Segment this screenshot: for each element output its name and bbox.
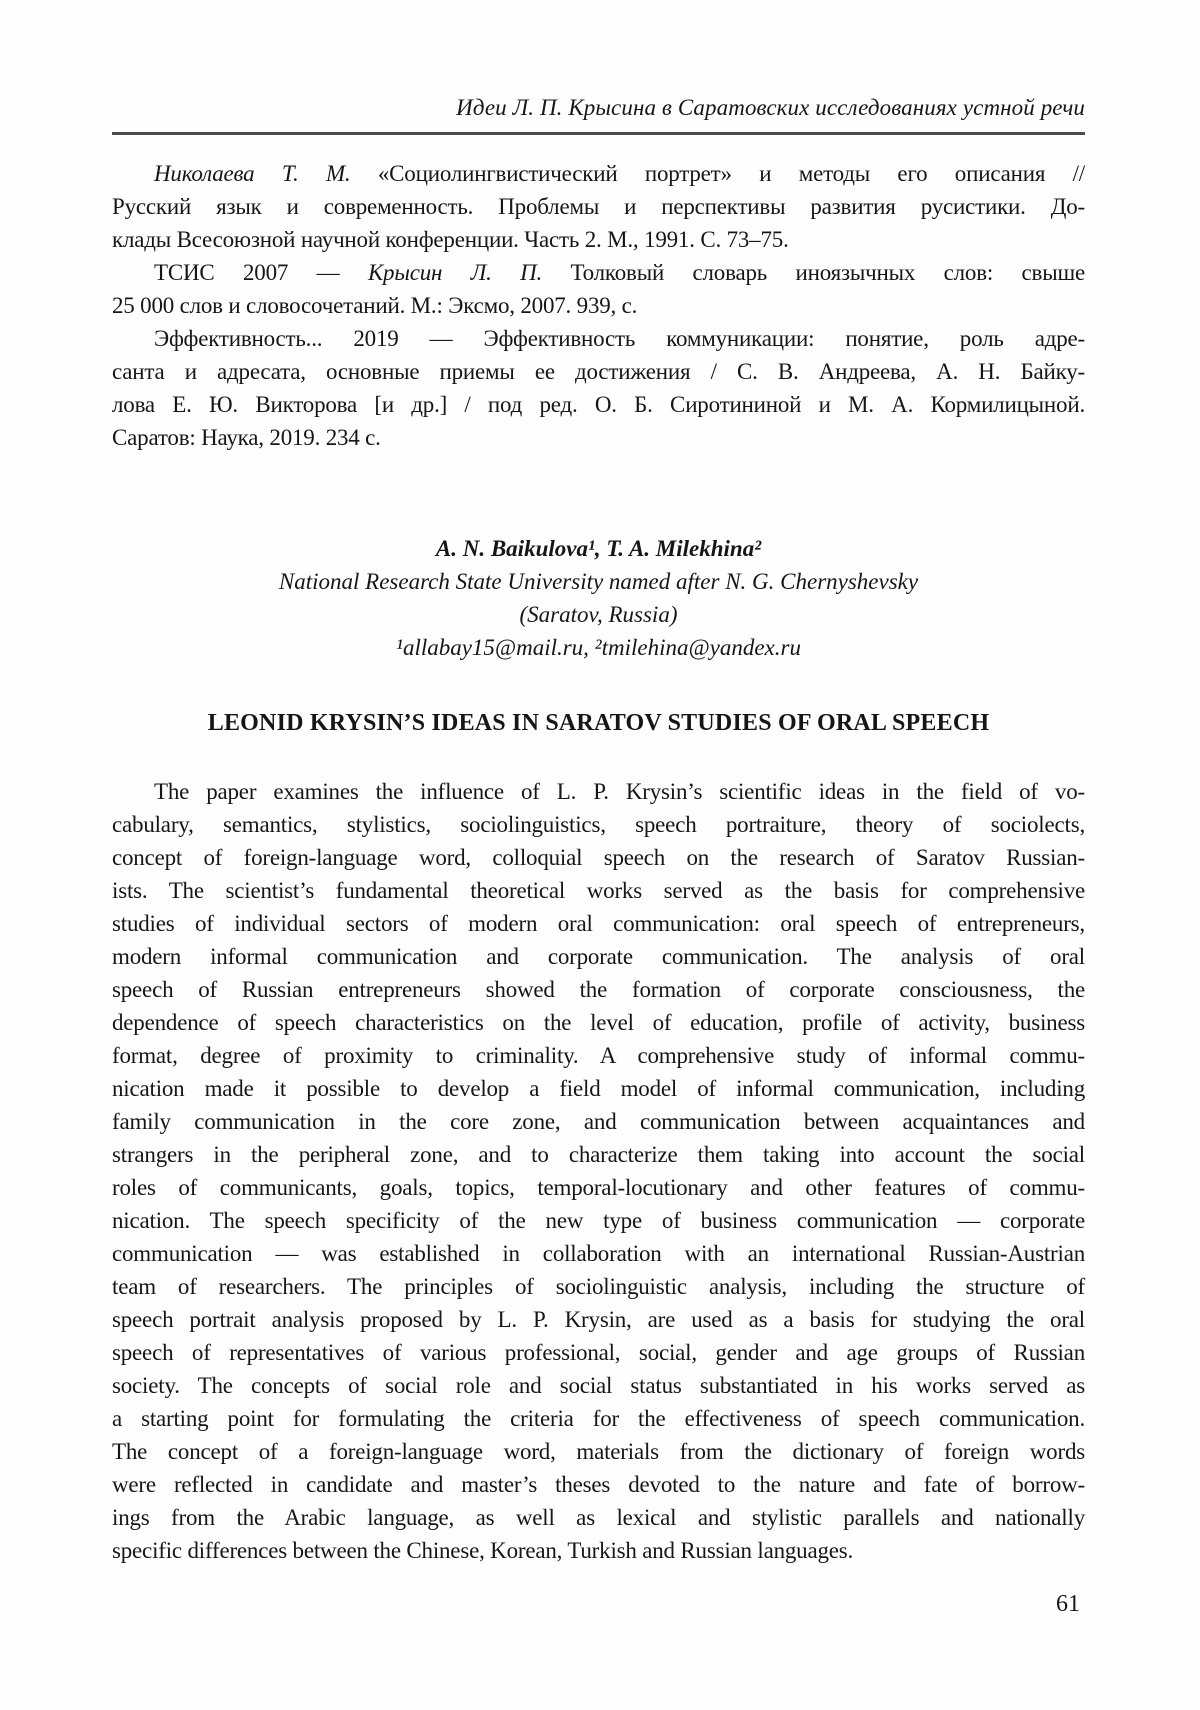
text-line: Русский язык и современность. Проблемы и перспективы развития русистики. До-	[112, 194, 1085, 219]
paragraph	[112, 322, 1085, 454]
text-segment: Крысин Л. П.	[367, 260, 543, 285]
text-segment: Толковый словарь иноязычных слов: свыше	[542, 260, 1085, 285]
text-segment: «Социолингвистический портрет» и методы его описания //	[350, 161, 1085, 186]
author-affiliation: National Research State University named after N. G. Chernyshevsky	[278, 569, 919, 594]
text-line: modern informal communication and corporate communication. The analysis of oral	[112, 944, 1085, 969]
text-line: Саратов: Наука, 2019. 234 с.	[112, 425, 381, 450]
running-header-title: Идеи Л. П. Крысина в Саратовских исследованиях устной речи	[456, 95, 1085, 120]
references-section	[112, 157, 1085, 454]
text-line: speech portrait analysis proposed by L. P. Krysin, are used as a basis for studying the oral	[112, 1307, 1085, 1332]
paragraph	[112, 775, 1085, 1567]
text-line: 25 000 слов и словосочетаний. М.: Эксмо, 2007. 939, с.	[112, 293, 638, 318]
text-line: лова Е. Ю. Викторова [и др.] / под ред. О. Б. Сиротининой и М. А. Кормилицыной.	[112, 392, 1085, 417]
text-line: клады Всесоюзной научной конференции. Часть 2. М., 1991. С. 73–75.	[112, 227, 789, 252]
text-line: ists. The scientist’s fundamental theoretical works served as the basis for comprehensive	[112, 878, 1085, 903]
text-line: nication. The speech specificity of the new type of business communication — corporate	[112, 1208, 1085, 1233]
text-line: strangers in the peripheral zone, and to characterize them taking into account the social	[112, 1142, 1085, 1167]
article-title: LEONID KRYSIN’S IDEAS IN SARATOV STUDIES OF ORAL SPEECH	[207, 710, 990, 736]
text-line: cabulary, semantics, stylistics, sociolinguistics, speech portraiture, theory of sociolects,	[112, 812, 1085, 837]
author-names: A. N. Baikulova¹, T. A. Milekhina²	[435, 536, 762, 561]
text-line: dependence of speech characteristics on the level of education, profile of activity, business	[112, 1010, 1085, 1035]
text-segment: Николаева Т. М.	[154, 161, 351, 186]
author-emails: ¹allabay15@mail.ru, ²tmilehina@yandex.ru	[396, 635, 801, 660]
text-line: speech of representatives of various professional, social, gender and age groups of Russian	[112, 1340, 1085, 1365]
text-line: family communication in the core zone, and communication between acquaintances and	[112, 1109, 1085, 1134]
page-number: 61	[1056, 1591, 1080, 1617]
text-line: санта и адресата, основные приемы ее достижения / С. В. Андреева, А. Н. Байку-	[112, 359, 1085, 384]
text-line: communication — was established in collaboration with an international Russian-Austrian	[112, 1241, 1085, 1266]
text-line	[112, 157, 1085, 190]
page-content	[112, 0, 1085, 1567]
text-line: ings from the Arabic language, as well as lexical and stylistic parallels and nationally	[112, 1505, 1085, 1530]
text-line: society. The concepts of social role and social status substantiated in his works served as	[112, 1373, 1085, 1398]
abstract-section	[112, 775, 1085, 1567]
paragraph	[112, 256, 1085, 322]
text-line: speech of Russian entrepreneurs showed the formation of corporate consciousness, the	[112, 977, 1085, 1002]
text-line: The concept of a foreign-language word, materials from the dictionary of foreign words	[112, 1439, 1085, 1464]
text-line: a starting point for formulating the criteria for the effectiveness of speech communication.	[112, 1406, 1085, 1431]
text-line: team of researchers. The principles of sociolinguistic analysis, including the structure of	[112, 1274, 1085, 1299]
author-block	[112, 532, 1085, 664]
text-line: format, degree of proximity to criminality. A comprehensive study of informal commu-	[112, 1043, 1085, 1068]
text-line: specific differences between the Chinese, Korean, Turkish and Russian languages.	[112, 1538, 854, 1563]
text-line: The paper examines the influence of L. P. Krysin’s scientific ideas in the field of vo-	[154, 779, 1085, 804]
text-line: concept of foreign-language word, colloquial speech on the research of Saratov Russian-	[112, 845, 1085, 870]
text-line	[112, 256, 1085, 289]
text-segment: ТСИС 2007 —	[154, 260, 368, 285]
author-location: (Saratov, Russia)	[519, 602, 678, 627]
text-line: nication made it possible to develop a field model of informal communication, including	[112, 1076, 1085, 1101]
paragraph	[112, 157, 1085, 256]
text-line: roles of communicants, goals, topics, temporal-locutionary and other features of commu-	[112, 1175, 1085, 1200]
header-rule	[112, 132, 1085, 135]
text-line: studies of individual sectors of modern oral communication: oral speech of entrepreneurs,	[112, 911, 1085, 936]
text-line: were reflected in candidate and master’s theses devoted to the nature and fate of borrow-	[112, 1472, 1085, 1497]
text-line: Эффективность... 2019 — Эффективность коммуникации: понятие, роль адре-	[154, 326, 1085, 351]
